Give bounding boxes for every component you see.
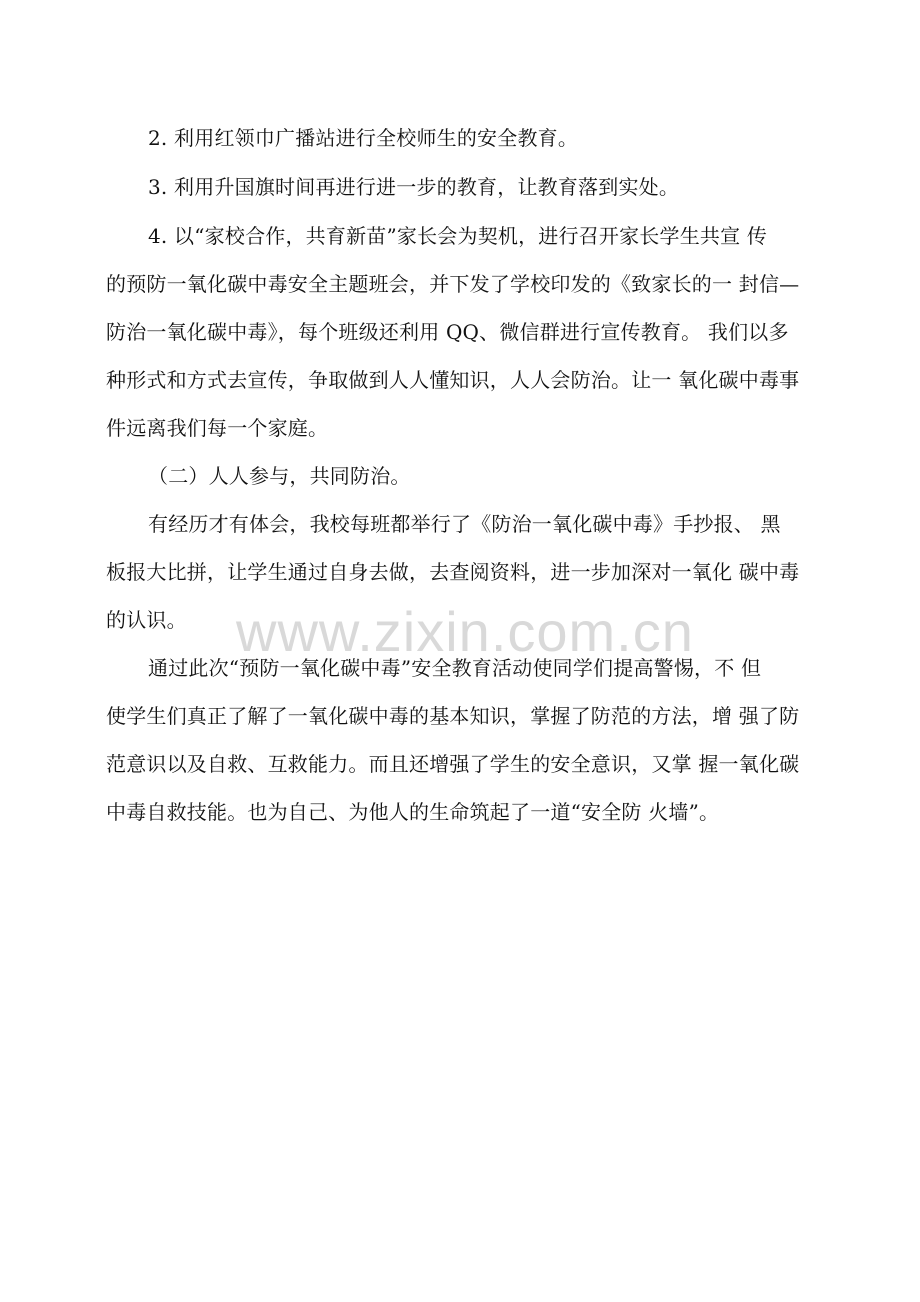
paragraph-3-line-3: 防治一氧化碳中毒》，每个班级还利用 QQ、微信群进行宣传教育。 我们以多 — [106, 320, 789, 344]
paragraph-3-line-1: 4. 以“家校合作，共育新苗”家长会为契机，进行召开家长学生共宣 传 — [148, 224, 768, 248]
paragraph-6-line-3: 范意识以及自救、互救能力。而且还增强了学生的安全意识，又掌 握一氧化碳 — [106, 752, 800, 776]
paragraph-3-line-2: 的预防一氧化碳中毒安全主题班会，并下发了学校印发的《致家长的一 封信— — [106, 272, 800, 296]
paragraph-1-line-1: 2. 利用红领巾广播站进行全校师生的安全教育。 — [148, 126, 579, 150]
paragraph-3-line-5: 件远离我们每一个家庭。 — [106, 416, 329, 440]
paragraph-3-line-4: 种形式和方式去宣传，争取做到人人懂知识，人人会防治。让一 氧化碳中毒事 — [106, 368, 800, 392]
paragraph-2-line-1: 3. 利用升国旗时间再进行进一步的教育，让教育落到实处。 — [148, 175, 680, 199]
paragraph-5-line-2: 板报大比拼，让学生通过自身去做，去查阅资料，进一步加深对一氧化 碳中毒 — [106, 560, 800, 584]
watermark: www.zixin.com.cn — [236, 600, 694, 663]
paragraph-6-line-1: 通过此次“预防一氧化碳中毒”安全教育活动使同学们提高警惕，不 但 — [148, 656, 762, 680]
paragraph-5-line-1: 有经历才有体会，我校每班都举行了《防治一氧化碳中毒》手抄报、 黑 — [148, 512, 781, 536]
paragraph-5-line-3: 的认识。 — [106, 608, 187, 632]
paragraph-6-line-2: 使学生们真正了解了一氧化碳中毒的基本知识，掌握了防范的方法，增 强了防 — [106, 704, 800, 728]
paragraph-6-line-4: 中毒自救技能。也为自己、为他人的生命筑起了一道“安全防 火墙”。 — [106, 800, 720, 824]
section-heading: （二）人人参与，共同防治。 — [148, 464, 411, 488]
